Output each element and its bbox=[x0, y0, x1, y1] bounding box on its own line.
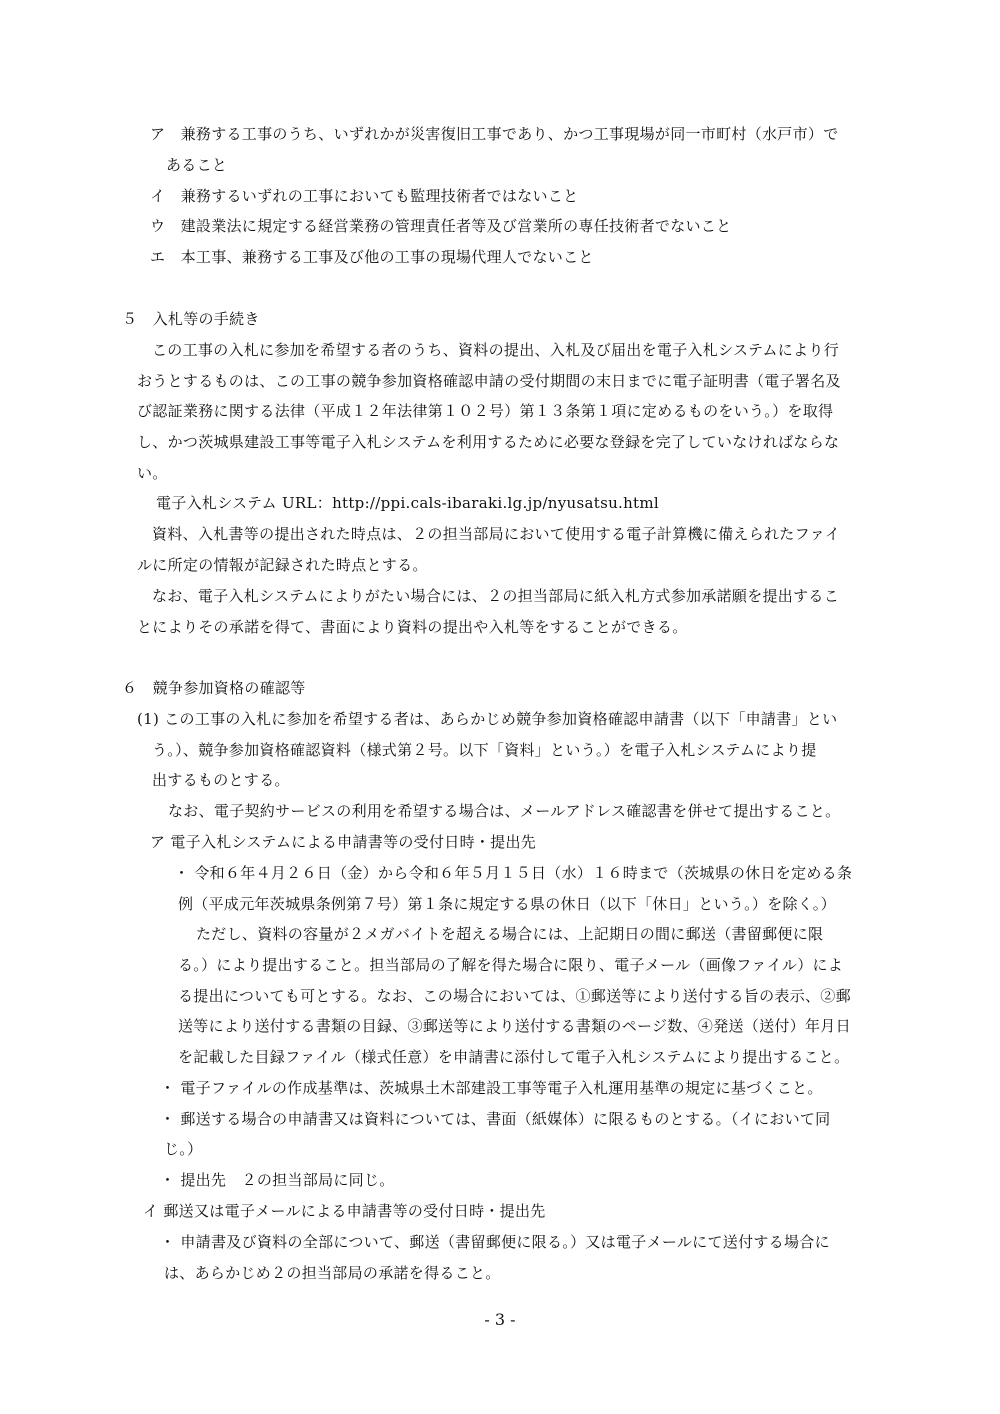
bullet-item: ・ 郵送する場合の申請書又は資料については、書面（紙媒体）に限るものとする。（イにおいて同 bbox=[160, 1110, 831, 1128]
page-number: - 3 - bbox=[484, 1310, 516, 1329]
item-i: イ 兼務するいずれの工事においても監理技術者ではないこと bbox=[150, 187, 579, 205]
section5-line: おうとするものは、この工事の競争参加資格確認申請の受付期間の末日までに電子証明書（電子署名及 bbox=[137, 372, 841, 390]
bullet-continued: じ。） bbox=[164, 1140, 203, 1158]
bullet-item: ・ 提出先 ２の担当部局に同じ。 bbox=[160, 1171, 395, 1189]
section5-line: い。 bbox=[137, 464, 168, 482]
section5-line: ルに所定の情報が記録された時点とする。 bbox=[137, 556, 428, 574]
item-u: ウ 建設業法に規定する経営業務の管理責任者等及び営業所の専任技術者でないこと bbox=[150, 217, 732, 235]
subheading-i: イ 郵送又は電子メールによる申請書等の受付日時・提出先 bbox=[143, 1202, 546, 1220]
section5-line: び認証業務に関する法律（平成１２年法律第１０２号）第１３条第１項に定めるものをいう。）を取得 bbox=[137, 402, 834, 420]
item-a: ア 兼務する工事のうち、いずれかが災害復旧工事であり、かつ工事現場が同一市町村（水戸市）で bbox=[150, 125, 839, 143]
bullet-continued: ただし、資料の容量が２メガバイトを超える場合には、上記期日の間に郵送（書留郵便に限 bbox=[196, 925, 824, 943]
section5-line: とによりその承諾を得て、書面により資料の提出や入札等をすることができる。 bbox=[137, 618, 688, 636]
section6-line: なお、電子契約サービスの利用を希望する場合は、メールアドレス確認書を併せて提出すること。 bbox=[168, 802, 841, 820]
section5-line: し、かつ茨城県建設工事等電子入札システムを利用するために必要な登録を完了していなければならな bbox=[137, 433, 840, 451]
bullet-item: ・ 申請書及び資料の全部について、郵送（書留郵便に限る。）又は電子メールにて送付する場合に bbox=[160, 1233, 830, 1251]
section5-line: この工事の入札に参加を希望する者のうち、資料の提出、入札及び届出を電子入札システムにより行 bbox=[152, 341, 840, 359]
section6-heading: ６ 競争参加資格の確認等 bbox=[122, 679, 306, 697]
subheading-a: ア 電子入札システムによる申請書等の受付日時・提出先 bbox=[150, 833, 537, 851]
bullet-continued: 例（平成元年茨城県条例第７号）第１条に規定する県の休日（以下「休日」という。）を除く。） bbox=[178, 895, 836, 913]
section6-line: う。）、競争参加資格確認資料（様式第２号。以下「資料」という。）を電子入札システムにより提 bbox=[152, 741, 817, 759]
bullet-continued: 送等により送付する書類の目録、③郵送等により送付する書類のページ数、④発送（送付）年月日 bbox=[178, 1017, 851, 1035]
bullet-continued: は、あらかじめ２の担当部局の承諾を得ること。 bbox=[164, 1264, 501, 1282]
system-url: 電子入札システム URL：http://ppi.cals-ibaraki.lg.jp/nyusatsu.html bbox=[156, 494, 660, 512]
bullet-item: ・ 令和６年４月２６日（金）から令和６年５月１５日（水）１６時まで（茨城県の休日を定める条 bbox=[174, 864, 853, 882]
section6-line: 出するものとする。 bbox=[152, 771, 290, 789]
bullet-continued: る。）により提出すること。担当部局の了解を得た場合に限り、電子メール（画像ファイル）によ bbox=[178, 956, 844, 974]
item-a-continued: あること bbox=[166, 156, 228, 174]
item-e: エ 本工事、兼務する工事及び他の工事の現場代理人でないこと bbox=[150, 248, 594, 266]
section6-line: (1) この工事の入札に参加を希望する者は、あらかじめ競争参加資格確認申請書（以下「申請書」とい bbox=[137, 710, 838, 728]
section5-heading: ５ 入札等の手続き bbox=[122, 310, 260, 328]
bullet-continued: る提出についても可とする。なお、この場合においては、①郵送等により送付する旨の表示、②郵 bbox=[178, 987, 851, 1005]
bullet-item: ・ 電子ファイルの作成基準は、茨城県土木部建設工事等電子入札運用基準の規定に基づくこと。 bbox=[160, 1079, 823, 1097]
bullet-continued: を記載した目録ファイル（様式任意）を申請書に添付して電子入札システムにより提出すること。 bbox=[178, 1048, 850, 1066]
section5-line: 資料、入札書等の提出された時点は、２の担当部局において使用する電子計算機に備えられたファイ bbox=[152, 525, 841, 543]
section5-line: なお、電子入札システムによりがたい場合には、２の担当部局に紙入札方式参加承諾願を提出するこ bbox=[152, 587, 840, 605]
